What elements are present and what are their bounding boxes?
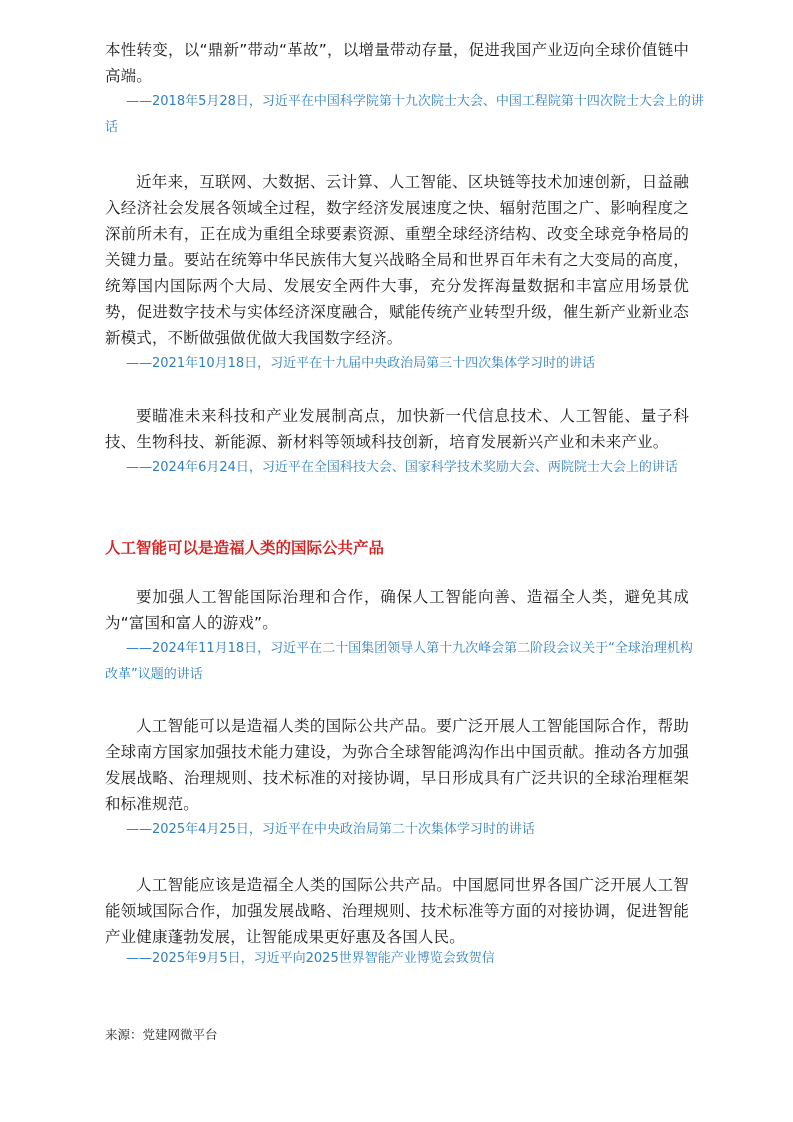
quote-citation-5: ——2025年4月25日，习近平在中央政治局第二十次集体学习时的讲话 [126, 822, 535, 837]
section-heading: 人工智能可以是造福人类的国际公共产品 [105, 539, 385, 557]
quote-citation-4: ——2024年11月18日，习近平在二十国集团领导人第十九次峰会第二阶段会议关于“全球治理机构改革”议题的讲话 [105, 641, 693, 682]
quote-text-6: 人工智能应该是造福全人类的国际公共产品。中国愿同世界各国广泛开展人工智能领域国际合作，加强发展战略、治理规则、技术标准等方面的对接协调，促进智能产业健康蓬勃发展，让智能成果更好惠及各国人民。 [105, 876, 689, 946]
quote-text-2: 近年来，互联网、大数据、云计算、人工智能、区块链等技术加速创新，日益融入经济社会发展各领域全过程，数字经济发展速度之快、辐射范围之广、影响程度之深前所未有，正在成为重组全球要素资源、重塑全球经济结构、改变全球竞争格局的关键力量。要站在统筹中华民族伟大复兴战略全局和世界百年未有之大变局的高度，统筹国内国际两个大局、发展安全两件大事，充分发挥海量数据和丰富应用场景优势，促进数字技术与实体经济深度融合，赋能传统产业转型升级，催生新产业新业态新模式，不断做强做优做大我国数字经济。 [105, 173, 689, 347]
source-line: 来源：党建网微平台 [105, 1027, 218, 1042]
quote-citation-6: ——2025年9月5日，习近平向2025世界智能产业博览会致贺信 [126, 951, 495, 966]
quote-text-5: 人工智能可以是造福人类的国际公共产品。要广泛开展人工智能国际合作，帮助全球南方国家加强技术能力建设，为弥合全球智能鸿沟作出中国贡献。推动各方加强发展战略、治理规则、技术标准的对接协调，早日形成具有广泛共识的全球治理框架和标准规范。 [105, 717, 689, 813]
quote-citation-2: ——2021年10月18日，习近平在十九届中央政治局第三十四次集体学习时的讲话 [126, 356, 596, 371]
quote-text-4: 要加强人工智能国际治理和合作，确保人工智能向善、造福全人类，避免其成为“富国和富人的游戏”。 [105, 588, 689, 632]
quote-text-1: 本性转变，以“鼎新”带动“革故”，以增量带动存量，促进我国产业迈向全球价值链中高端。 [105, 41, 689, 85]
quote-citation-1: ——2018年5月28日，习近平在中国科学院第十九次院士大会、中国工程院第十四次院士大会上的讲话 [105, 94, 704, 135]
quote-citation-3: ——2024年6月24日，习近平在全国科技大会、国家科学技术奖励大会、两院院士大会上的讲话 [126, 460, 678, 475]
quote-text-3: 要瞄准未来科技和产业发展制高点，加快新一代信息技术、人工智能、量子科技、生物科技、新能源、新材料等领域科技创新，培育发展新兴产业和未来产业。 [105, 407, 689, 451]
